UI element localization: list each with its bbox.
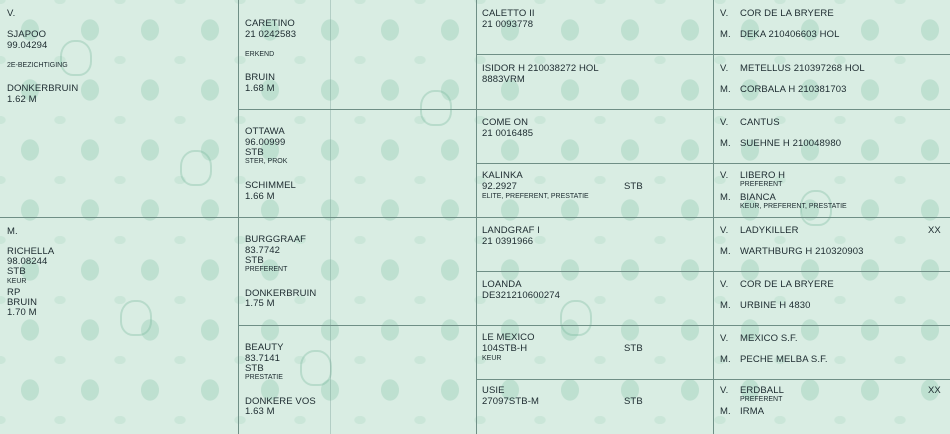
great-grandparents-column [477, 0, 714, 434]
ggp-cell-1 [477, 0, 713, 55]
horse-number: 27097STB-M [482, 396, 539, 407]
gggp-cell-7 [714, 326, 950, 380]
horse-number: 83.7742 [245, 245, 281, 256]
dam-name: BIANCA [740, 192, 776, 203]
great-great-grandparents-column [714, 0, 950, 434]
sire-name: SJAPOO [7, 29, 47, 40]
horse-name: LANDGRAF I [482, 225, 541, 236]
dam-name: CORBALA H 210381703 [740, 84, 847, 95]
dam-prefix: M. [720, 246, 731, 257]
gggp-cell-4 [714, 164, 950, 218]
horse-height: 1.66 M [245, 191, 275, 202]
sire-height: 1.62 M [7, 94, 37, 105]
horse-number: 8883VRM [482, 74, 525, 85]
sire-number: 99.04294 [7, 40, 48, 51]
dam-colour: BRUIN [7, 297, 38, 308]
sire-name: LADYKILLER [740, 225, 799, 236]
horse-name: OTTAWA [245, 126, 285, 137]
dam-status: KEUR, PREFERENT, PRESTATIE [740, 203, 847, 210]
dam-prefix: M. [720, 138, 731, 149]
horse-name: KALINKA [482, 170, 523, 181]
horse-number: 21 0093778 [482, 19, 534, 30]
dam-cell [0, 218, 238, 434]
gggp-cell-5 [714, 218, 950, 272]
horse-status: ELITE, PREFERENT, PRESTATIE [482, 193, 589, 200]
horse-colour: BRUIN [245, 72, 276, 83]
grandparent-cell-3 [239, 218, 476, 326]
gggp-cell-8 [714, 380, 950, 434]
sire-status: 2E-BEZICHTIGING [7, 62, 68, 69]
horse-number: 21 0391966 [482, 236, 534, 247]
sire-name: ERDBALL [740, 385, 784, 396]
dam-rp: RP [7, 287, 21, 298]
dam-number: 98.08244 [7, 256, 48, 267]
sire-prefix: V. [720, 117, 729, 128]
sire-prefix: V. [720, 63, 729, 74]
ggp-cell-6 [477, 272, 713, 326]
dam-name: URBINE H 4830 [740, 300, 811, 311]
horse-stb: STB [245, 255, 264, 266]
horse-name: CARETINO [245, 18, 295, 29]
horse-number: DE321210600274 [482, 290, 560, 301]
gggp-cell-6 [714, 272, 950, 326]
sire-name: COR DE LA BRYERE [740, 8, 834, 19]
dam-prefix: M. [720, 354, 731, 365]
grandparent-cell-2 [239, 110, 476, 218]
gggp-cell-3 [714, 110, 950, 164]
dam-prefix: M. [720, 29, 731, 40]
sire-name: CANTUS [740, 117, 780, 128]
gggp-cell-2 [714, 55, 950, 110]
grandparent-cell-4 [239, 326, 476, 434]
sire-prefix: V. [720, 225, 729, 236]
horse-stb: STB [624, 181, 643, 192]
sire-cell [0, 0, 238, 218]
grandparents-column [239, 0, 477, 434]
dam-prefix: M. [720, 406, 731, 417]
horse-name: USIE [482, 385, 505, 396]
sire-status: PREFERENT [740, 181, 783, 188]
sire-prefix: V. [720, 8, 729, 19]
horse-status: STER, PROK [245, 158, 288, 165]
horse-status: KEUR [482, 355, 502, 362]
horse-name: BEAUTY [245, 342, 284, 353]
dam-name: IRMA [740, 406, 765, 417]
thoroughbred-mark: XX [928, 225, 941, 236]
sire-name: METELLUS 210397268 HOL [740, 63, 865, 74]
ggp-cell-4 [477, 164, 713, 218]
horse-colour: DONKERE VOS [245, 396, 316, 407]
horse-stb: STB [245, 363, 264, 374]
sire-name: MEXICO S.F. [740, 333, 798, 344]
horse-stb: STB [245, 147, 264, 158]
sire-status: PREFERENT [740, 396, 783, 403]
dam-name: DEKA 210406603 HOL [740, 29, 840, 40]
horse-height: 1.75 M [245, 298, 275, 309]
horse-name: BURGGRAAF [245, 234, 307, 245]
horse-number: 21 0242583 [245, 29, 297, 40]
dam-height: 1.70 M [7, 307, 37, 318]
dam-name: PECHE MELBA S.F. [740, 354, 828, 365]
horse-number: 96.00999 [245, 137, 286, 148]
parents-column [0, 0, 239, 434]
sire-name: LIBERO H [740, 170, 786, 181]
horse-number: 92.2927 [482, 181, 518, 192]
horse-number: 104STB-H [482, 343, 528, 354]
horse-name: ISIDOR H 210038272 HOL [482, 63, 599, 74]
horse-height: 1.68 M [245, 83, 275, 94]
dam-prefix: M. [720, 192, 731, 203]
ggp-cell-3 [477, 110, 713, 164]
sire-prefix: V. [720, 170, 729, 181]
thoroughbred-mark: XX [928, 385, 941, 396]
horse-status: ERKEND [245, 51, 275, 58]
horse-stb: STB [624, 396, 643, 407]
dam-prefix: M. [720, 300, 731, 311]
horse-status: PREFERENT [245, 266, 288, 273]
gggp-cell-1 [714, 0, 950, 55]
sire-prefix: V. [7, 8, 16, 19]
horse-name: COME ON [482, 117, 529, 128]
ggp-cell-5 [477, 218, 713, 272]
dam-name: SUEHNE H 210048980 [740, 138, 842, 149]
ggp-cell-7 [477, 326, 713, 380]
dam-stb: STB [7, 266, 26, 277]
dam-prefix: M. [720, 84, 731, 95]
horse-status: PRESTATIE [245, 374, 283, 381]
ggp-cell-2 [477, 55, 713, 110]
dam-prefix: M. [7, 226, 18, 237]
horse-colour: SCHIMMEL [245, 180, 296, 191]
grandparent-cell-1 [239, 0, 476, 110]
dam-status: KEUR [7, 278, 27, 285]
sire-colour: DONKERBRUIN [7, 83, 79, 94]
ggp-cell-8 [477, 380, 713, 434]
horse-name: LOANDA [482, 279, 522, 290]
sire-prefix: V. [720, 385, 729, 396]
sire-prefix: V. [720, 279, 729, 290]
dam-name: WARTHBURG H 210320903 [740, 246, 864, 257]
horse-height: 1.63 M [245, 406, 275, 417]
sire-name: COR DE LA BRYERE [740, 279, 834, 290]
horse-name: LE MEXICO [482, 332, 535, 343]
dam-name: RICHELLA [7, 246, 55, 257]
horse-colour: DONKERBRUIN [245, 288, 317, 299]
horse-number: 83.7141 [245, 353, 281, 364]
horse-stb: STB [624, 343, 643, 354]
horse-number: 21 0016485 [482, 128, 534, 139]
horse-name: CALETTO II [482, 8, 535, 19]
sire-prefix: V. [720, 333, 729, 344]
